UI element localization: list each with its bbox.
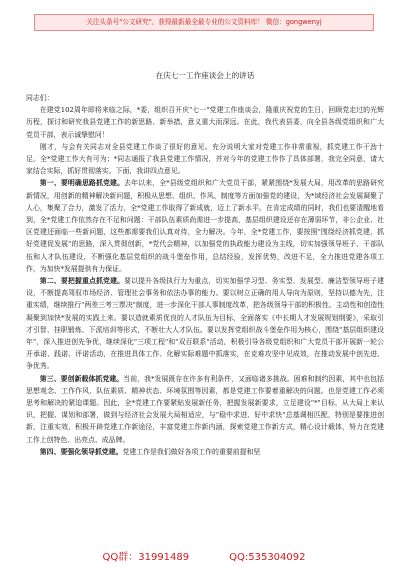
section-3 xyxy=(26,373,384,446)
section-2-text: 要以提升各级执行力为重点，切实加强学习型、务实型、发展型、廉洁型领导班子建设，不断提高驾驭市场经济、管理社会事务和依法办事的能力。要以树立正确的用人导向为原则，坚持以德为先，注重实绩，继续推行"两差三考三票决"制度，进一步深化干部人事制度改革，把各级领导干部的积极性、主动性和创造性凝聚到加快*发展的实践上来。要以造就素质优良的人才队伍为目标，全面落实《中长期人才发展规划纲要》，采取引才引智、挂职锻炼、下派培训等形式，不断壮大人才队伍。要以发挥党组织战斗堡垒作用为核心，围绕"基层组织建设年"，深入推进创先争优，继续深化"三项工程"和"双百联系"活动，积极引导各级党组织和广大党员干部开展新一轮公开承诺、践诺、评诺活动，在推进具体工作、化解实际难题中抓落实，在克难攻坚中见成效，在推动发展中创先进、争优秀。 xyxy=(26,277,384,371)
document-body xyxy=(26,70,384,458)
section-2 xyxy=(26,275,384,373)
section-2-heading: 第二、要把握重点抓党建。 xyxy=(39,277,125,286)
section-1-heading: 第一、要明确思路抓党建。 xyxy=(39,179,125,188)
section-4-text: 党建工作是我们做好各项工作的重要前提和坚 xyxy=(122,447,261,456)
section-3-text: 当前，我*发展既存在许多有利条件，又面临诸多挑战。困难和制约因素，其中也包括思想观念、工作作风、队伍素质、精神状态、环境氛围等因素，都是党建工作要着重解决的问题。也是党建工作必须思考和解决的紧迫课题。因此，全*党建工作要紧贴发展新任务，把握发展新要求，立足建设"*"目标，从大局上来认识，把握、谋划和部署，做到与经济社会发展大局相适应，与"稳中求进、好中求快"总基调相匹配，特别是要推进创新，注重实效，积极开辟党建工作新途径，丰富党建工作新内涵，探索党建工作新方式，精心设计载体，努力在党建工作上创特色、出亮点、成品牌。 xyxy=(26,374,384,444)
footer-qq-number: QQ:535304092 xyxy=(229,552,306,563)
footer-qq-group: QQ群：31991489 xyxy=(102,552,190,563)
section-1-text: 去年以来，全*县级党组织和广大党员干部，紧紧围绕*发展大局，用改革的思路研究新情况，用创新的精神解决新问题，积极从思想、组织、作风、制度等方面加强党的建设，为*域经济社会发展凝聚了人心，集聚了合力，激发了活力，全*党建工作取得了新成就，迈上了新水平。在肯定成绩的同时，我们也要清醒地看到，全*党建工作依然存在不足和问题：干部队伍素质尚需进一步提高，基层组织建设还存在薄弱环节，非公企业、社区党建还面临一些新问题，这些都需要我们认真对待，全力解决。今年，全*党建工作，要按照"围绕经济抓党建，抓好党建促发展"的思路，深入贯彻创新，*党代会精神，以加强党的执政能力建设为主线，切实加强领导班子、干部队伍和人才队伍建设，不断强化基层党组织的战斗堡垒作用，总结经验，发挥优势，改进不足，全力推进党建各项工作，为加快*发展提供有力保证。 xyxy=(26,179,384,273)
header-banner: 关注头条号"公文研究"，获得最新最全最专业的公文资料库！ 微信：gongwenyj xyxy=(34,14,374,31)
footer-contact xyxy=(0,548,408,563)
section-4 xyxy=(26,446,384,458)
section-1 xyxy=(26,177,384,275)
salutation: 同志们： xyxy=(26,94,54,102)
paragraph-1: 在建党102周年即将来临之际，*委，组织召开庆"七一"党建工作座谈会，隆重庆祝党的生日，回顾党走过的光辉历程，探讨和研究我县党建工作的新思路、新举措，意义重大而深远。在此，我代表县委，向全县各级党组织和广大党员干部，表示诚挚慰问！ xyxy=(26,106,384,139)
paragraph-2: 刚才，与会有关同志对全县党建工作谈了很好的意见。充分说明大家对党建工作非常重视，抓党建工作干劲十足。全*党建工作大有可为；*同志通报了我县党建工作情况，并对今年的党建工作作了具体部署，我完全同意，请大家结合实际，抓好贯彻落实。下面，我讲四点意见。 xyxy=(26,142,384,176)
section-3-heading: 第三、要创新载体抓党建。 xyxy=(39,374,124,383)
section-4-heading: 第四、要强化领导抓党建。 xyxy=(39,447,123,456)
document-title: 在庆七一工作座谈会上的讲话 xyxy=(155,71,255,80)
